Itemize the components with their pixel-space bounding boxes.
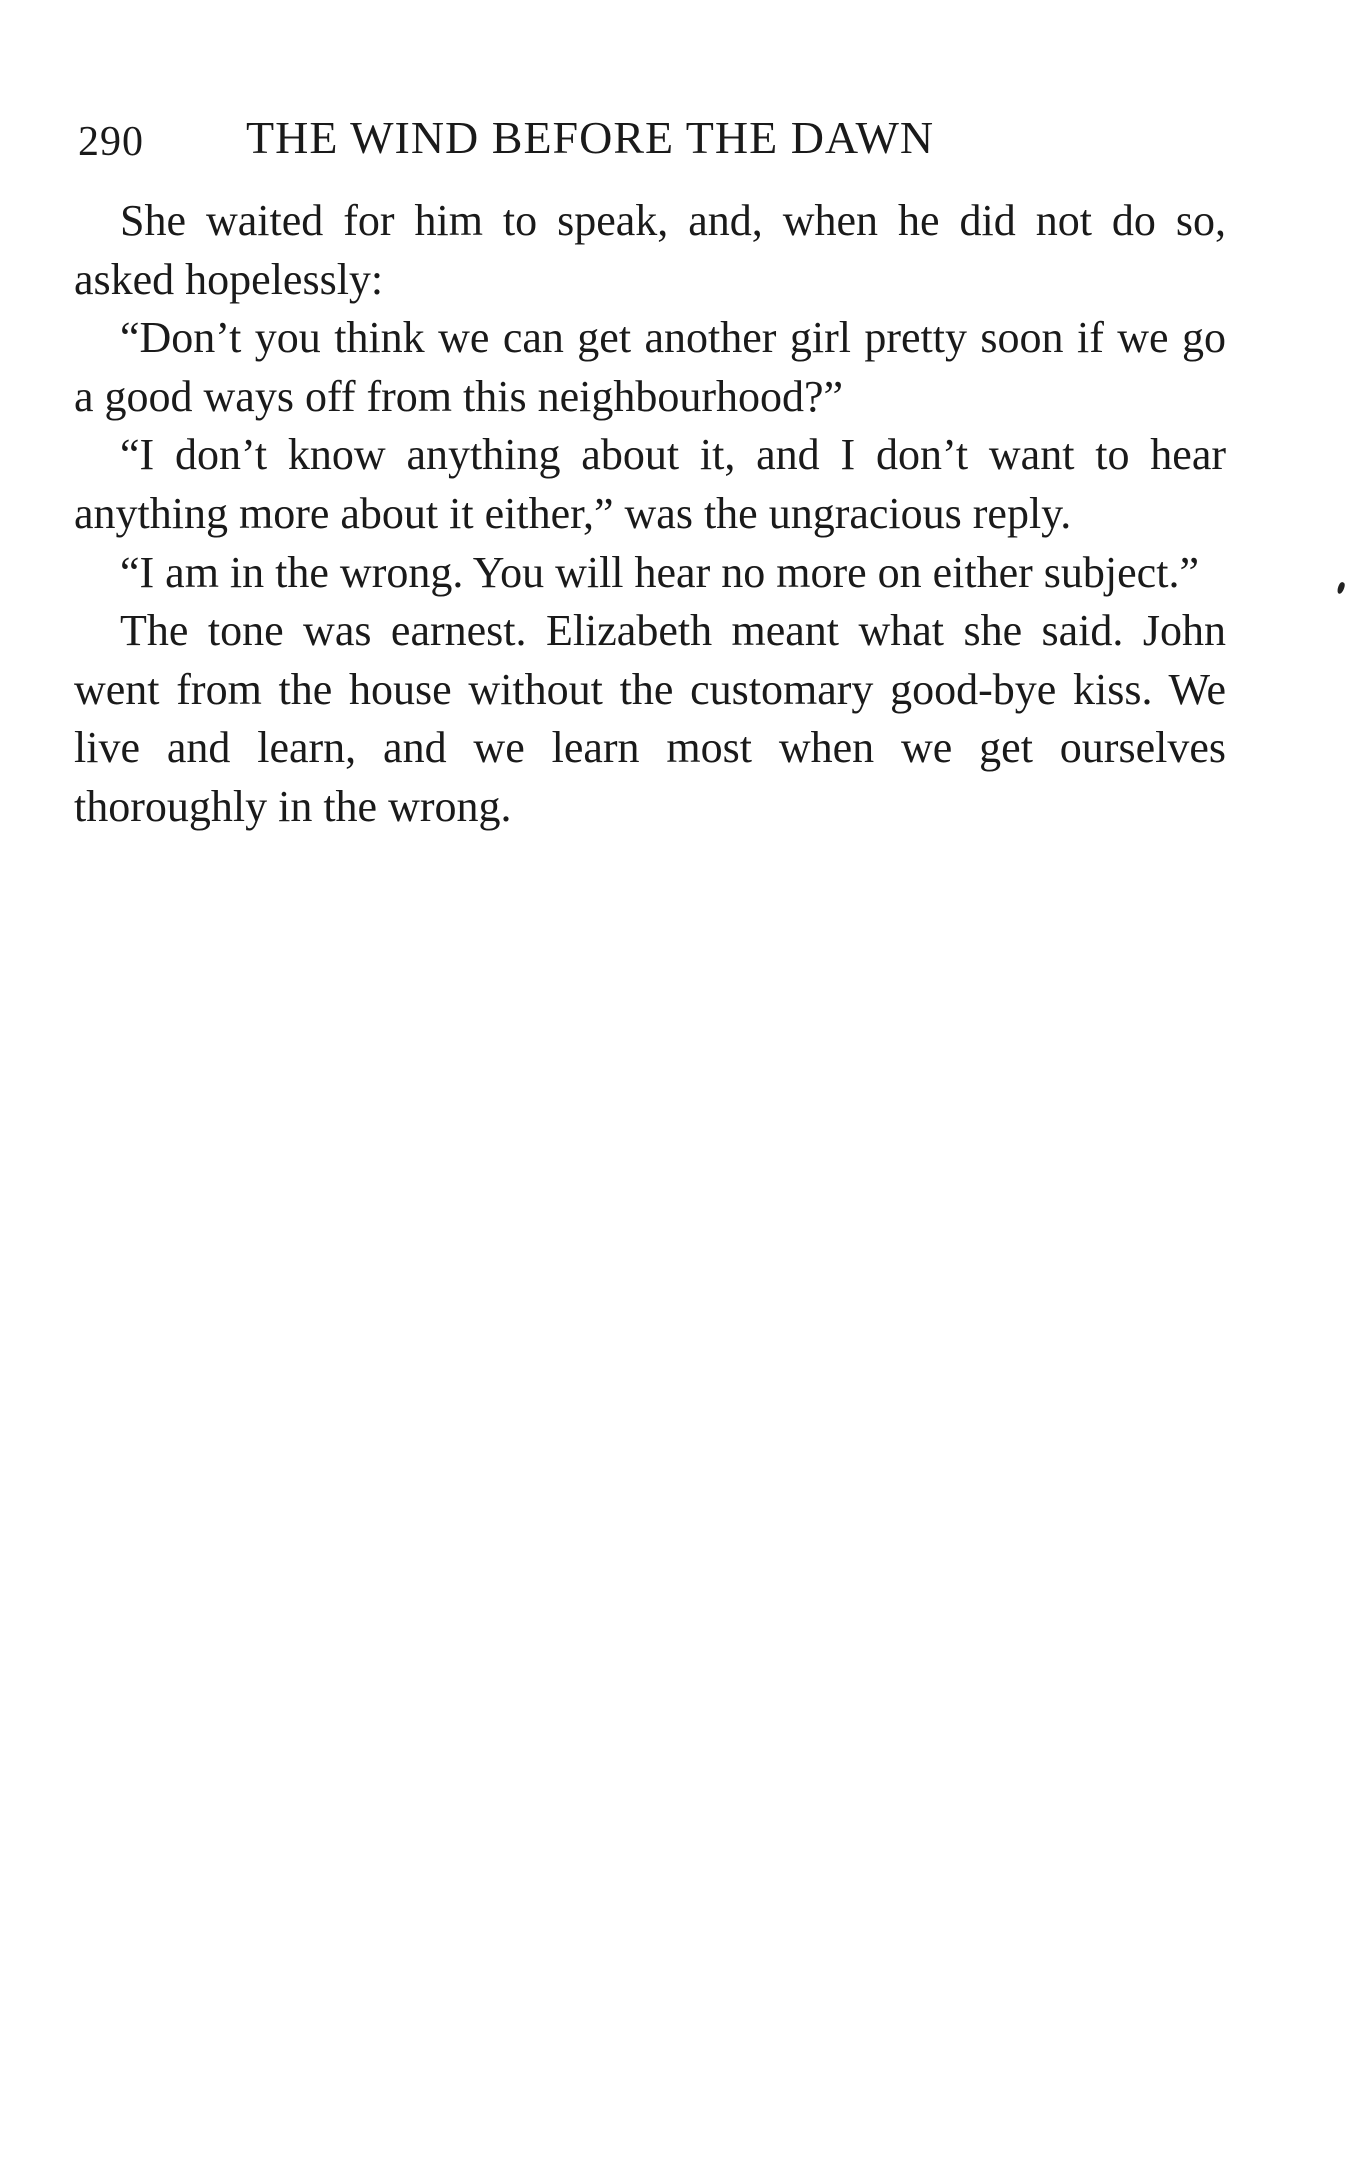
paragraph-4: “I am in the wrong. You will hear no more on either subject.”: [120, 547, 1199, 597]
ink-speck: [1336, 581, 1346, 594]
running-title: THE WIND BEFORE THE DAWN: [246, 112, 935, 163]
running-head: [78, 108, 1228, 168]
paragraph-5: The tone was earnest. Elizabeth meant what she said. John went from the house without the customary good-bye kiss. We live and learn, and we learn most when we get ourselves thoroughly in the wrong.: [74, 606, 1226, 831]
paragraph-2: “Don’t you think we can get another girl pretty soon if we go a good ways off from this neighbourhood?”: [74, 313, 1226, 421]
body-text: [74, 192, 1226, 837]
paragraph-1: She waited for him to speak, and, when he did not do so, asked hopelessly:: [74, 196, 1226, 304]
paragraph-3: “I don’t know anything about it, and I don’t want to hear anything more about it either,” was the ungracious reply.: [74, 430, 1226, 538]
page-number: 290: [78, 119, 144, 165]
